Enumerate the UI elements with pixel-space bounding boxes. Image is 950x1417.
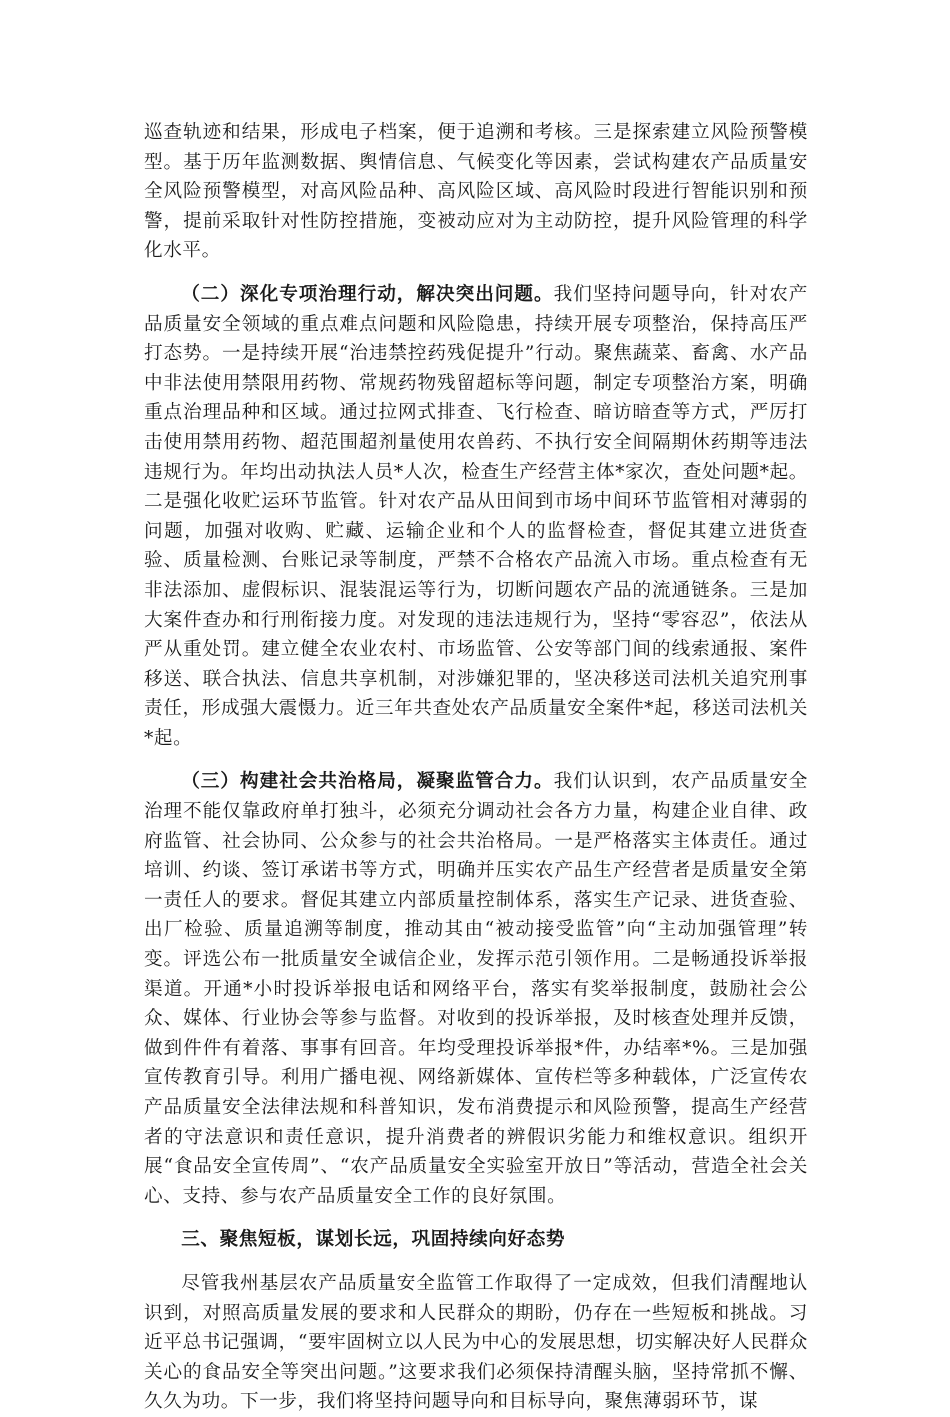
paragraph-section-2 xyxy=(144,280,808,754)
paragraph-continuation: 巡查轨迹和结果，形成电子档案，便于追溯和考核。三是探索建立风险预警模型。基于历年监测数据、舆情信息、气候变化等因素，尝试构建农产品质量安全风险预警模型，对高风险品种、高风险区域、高风险时段进行智能识别和预警，提前采取针对性防控措施，变被动应对为主动防控，提升风险管理的科学化水平。 xyxy=(144,122,808,262)
section-3-heading: （三）构建社会共治格局，凝聚监管合力。 xyxy=(181,771,554,793)
paragraph-part-3: 尽管我州基层农产品质量安全监管工作取得了一定成效，但我们清醒地认识到，对照高质量发展的要求和人民群众的期盼，仍存在一些短板和挑战。习近平总书记强调，“要牢固树立以人民为中心的发展思想，切实解决好人民群众关心的食品安全等突出问题。”这要求我们必须保持清醒头脑，坚持常抓不懈、久久为功。下一步，我们将坚持问题导向和目标导向，聚焦薄弱环节，谋 xyxy=(144,1272,808,1413)
section-3-body: 我们认识到，农产品质量安全治理不能仅靠政府单打独斗，必须充分调动社会各方力量，构建企业自律、政府监管、社会协同、公众参与的社会共治格局。一是严格落实主体责任。通过培训、约谈、签订承诺书等方式，明确并压实农产品生产经营者是质量安全第一责任人的要求。督促其建立内部质量控制体系，落实生产记录、进货查验、出厂检验、质量追溯等制度，推动其由“被动接受监管”向“主动加强管理”转变。评选公布一批质量安全诚信企业，发挥示范引领作用。二是畅通投诉举报渠道。开通*小时投诉举报电话和网络平台，落实有奖举报制度，鼓励社会公众、媒体、行业协会等参与监督。对收到的投诉举报，及时核查处理并反馈，做到件件有着落、事事有回音。年均受理投诉举报*件，办结率*%。三是加强宣传教育引导。利用广播电视、网络新媒体、宣传栏等多种载体，广泛宣传农产品质量安全法律法规和科普知识，发布消费提示和风险预警，提高生产经营者的守法意识和责任意识，提升消费者的辨假识劣能力和维权意识。组织开展“食品安全宣传周”、“农产品质量安全实验室开放日”等活动，营造全社会关心、支持、参与农产品质量安全工作的良好氛围。 xyxy=(144,771,808,1207)
part-3-heading: 三、聚焦短板，谋划长远，巩固持续向好态势 xyxy=(181,1229,566,1251)
section-2-body: 我们坚持问题导向，针对农产品质量安全领域的重点难点问题和风险隐患，持续开展专项整治，保持高压严打态势。一是持续开展“治违禁控药残促提升”行动。聚焦蔬菜、畜禽、水产品中非法使用禁限用药物、常规药物残留超标等问题，制定专项整治方案，明确重点治理品种和区域。通过拉网式排查、飞行检查、暗访暗查等方式，严厉打击使用禁用药物、超范围超剂量使用农兽药、不执行安全间隔期休药期等违法违规行为。年均出动执法人员*人次，检查生产经营主体*家次，查处问题*起。二是强化收贮运环节监管。针对农产品从田间到市场中间环节监管相对薄弱的问题，加强对收购、贮藏、运输企业和个人的监督检查，督促其建立进货查验、质量检测、台账记录等制度，严禁不合格农产品流入市场。重点检查有无非法添加、虚假标识、混装混运等行为，切断问题农产品的流通链条。三是加大案件查办和行刑衔接力度。对发现的违法违规行为，坚持“零容忍”，依法从严从重处罚。建立健全农业农村、市场监管、公安等部门间的线索通报、案件移送、联合执法、信息共享机制，对涉嫌犯罪的，坚决移送司法机关追究刑事责任，形成强大震慑力。近三年共查处农产品质量安全案件*起，移送司法机关*起。 xyxy=(144,283,808,749)
document-page xyxy=(144,118,808,1417)
paragraph-section-3 xyxy=(144,767,808,1211)
section-2-heading: （二）深化专项治理行动，解决突出问题。 xyxy=(181,283,554,305)
